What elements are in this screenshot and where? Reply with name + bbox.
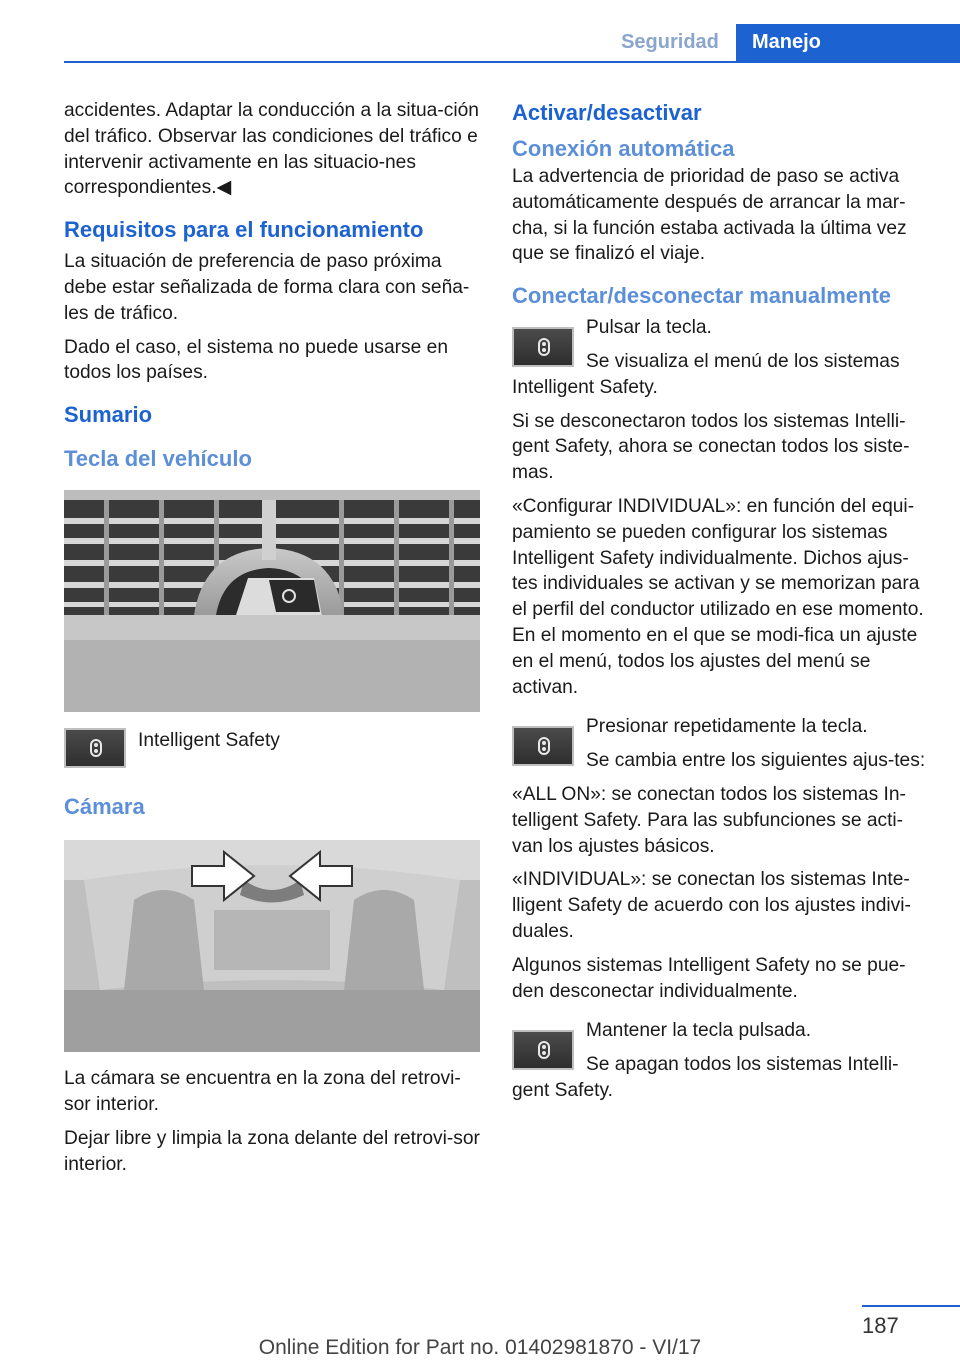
tab-manejo[interactable]: Manejo: [736, 24, 960, 61]
paragraph: «INDIVIDUAL»: se conectan los sistemas Inte‐lligent Safety de acuerdo con los ajustes indivi‐duales.: [512, 869, 911, 942]
key-instruction-2: [512, 714, 928, 782]
vehicle-key-photo: [64, 490, 480, 712]
key-instruction-1: [512, 315, 928, 408]
right-column: [512, 98, 928, 1112]
paragraph: Si se desconectaron todos los sistemas Intelli‐gent Safety, ahora se conectan todos los siste‐mas.: [512, 410, 910, 484]
heading-activar: Activar/desactivar: [512, 100, 702, 125]
edition-footer: Online Edition for Part no. 01402981870 - VI/17: [258, 1336, 702, 1359]
paragraph: Se visualiza el menú de los sistemas Intelligent Safety.: [512, 350, 900, 398]
heading-requisitos: Requisitos para el funcionamiento: [64, 217, 424, 243]
paragraph: La cámara se encuentra en la zona del retrovi‐sor interior.: [64, 1068, 461, 1115]
key-label: Intelligent Safety: [138, 730, 280, 752]
heading-tecla: Tecla del vehículo: [64, 446, 252, 472]
heading-sumario: Sumario: [64, 402, 153, 428]
key-instruction-3: [512, 1018, 928, 1111]
paragraph: La situación de preferencia de paso próxima debe estar señalizada de forma clara con seña‐les de tráfico.: [64, 251, 470, 324]
camera-photo: [64, 840, 480, 1052]
left-column: [64, 98, 480, 1185]
paragraph: accidentes. Adaptar la conducción a la situa‐ción del tráfico. Observar las condiciones del tráfico e intervenir activamente en las situacio‐nes correspondientes.◀: [64, 100, 479, 199]
heading-conexion: Conexión automática: [512, 136, 735, 161]
intelligent-safety-key-row: [64, 726, 480, 776]
paragraph: Mantener la tecla pulsada.: [586, 1020, 812, 1042]
footer-rule: [862, 1305, 960, 1307]
intelligent-safety-button-icon: [512, 726, 574, 766]
paragraph: La advertencia de prioridad de paso se activa automáticamente después de arrancar la mar‐cha, si la función estaba activada la última vez que se finalizó el viaje.: [512, 166, 907, 265]
paragraph: Presionar repetidamente la tecla.: [586, 716, 868, 738]
paragraph: Dado el caso, el sistema no puede usarse en todos los países.: [64, 336, 448, 384]
paragraph: Dejar libre y limpia la zona delante del retrovi‐sor interior.: [64, 1127, 480, 1175]
header-rule: [64, 61, 960, 63]
paragraph: Se apagan todos los sistemas Intelli‐gent Safety.: [512, 1054, 899, 1101]
intelligent-safety-button-icon: [512, 327, 574, 367]
tab-seguridad[interactable]: Seguridad: [621, 31, 719, 53]
paragraph: «Configurar INDIVIDUAL»: en función del equi‐pamiento se pueden configurar los sistemas Intelligent Safety individualmente. Dichos ajus‐tes individuales se activan y se memorizan para el perfil del conductor utilizado en ese momento. En el momento en el que se modi‐fica un ajuste en el menú, todos los ajustes del menú se activan.: [512, 495, 924, 698]
paragraph: «ALL ON»: se conectan todos los sistemas In‐telligent Safety. Para las subfunciones se acti‐van los ajustes básicos.: [512, 783, 906, 857]
heading-camara: Cámara: [64, 794, 145, 820]
intelligent-safety-button-icon: [64, 728, 126, 768]
paragraph: Algunos sistemas Intelligent Safety no se pue‐den desconectar individualmente.: [512, 954, 906, 1002]
paragraph: Se cambia entre los siguientes ajus‐tes:: [586, 750, 926, 772]
paragraph: Pulsar la tecla.: [586, 317, 712, 339]
heading-manual: Conectar/desconectar manualmente: [512, 283, 892, 309]
page-number: 187: [862, 1313, 899, 1338]
intelligent-safety-button-icon: [512, 1030, 574, 1070]
